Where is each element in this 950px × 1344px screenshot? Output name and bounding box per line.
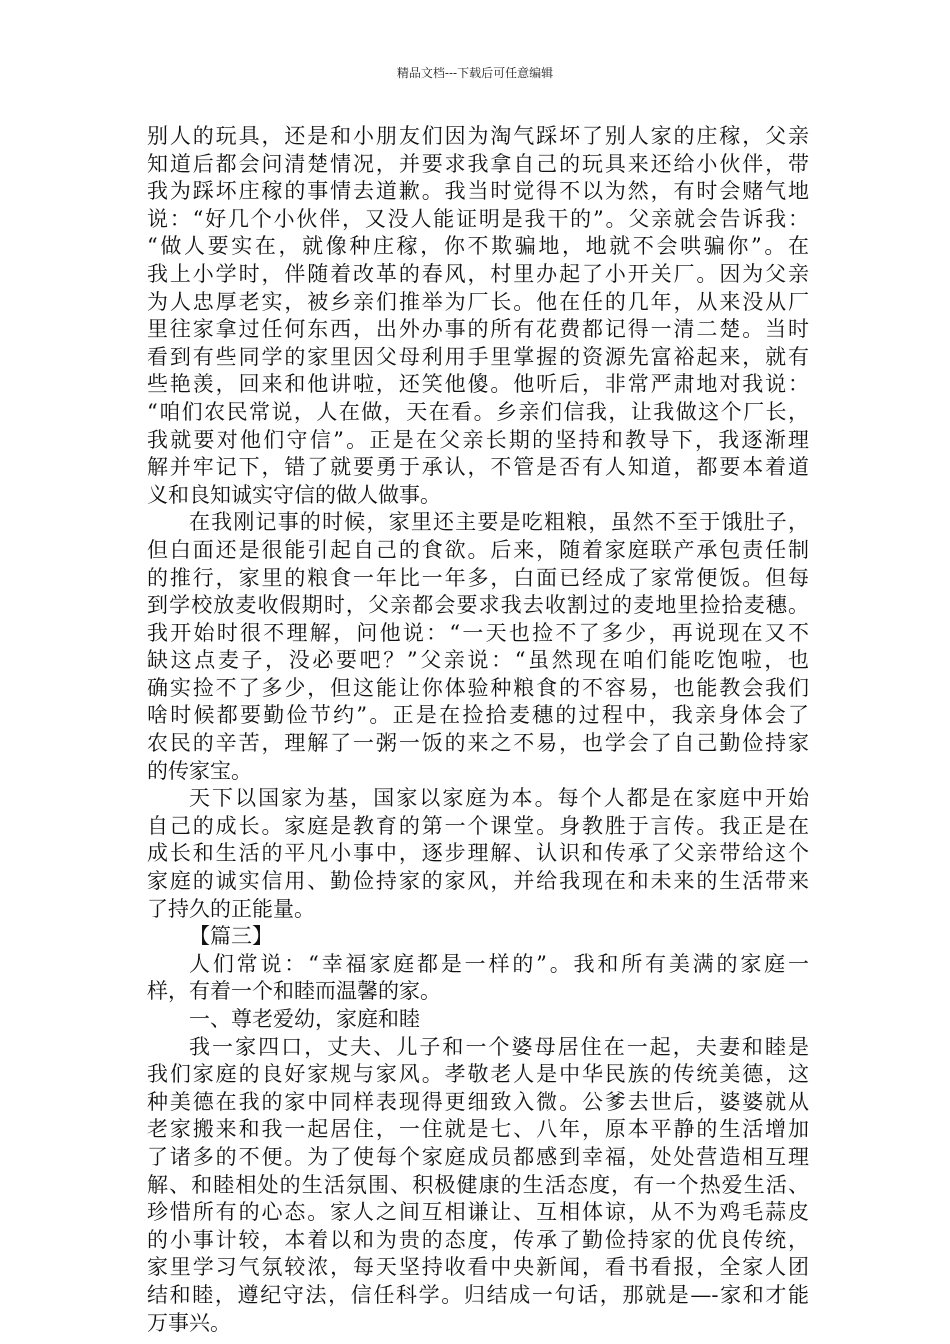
text-line: 我一家四口，丈夫、儿子和一个婆母居住在一起，夫妻和睦是: [189, 1034, 809, 1059]
text-line: 了持久的正能量。: [147, 896, 315, 921]
text-line: 别人的玩具，还是和小朋友们因为淘气踩坏了别人家的庄稼，父亲: [147, 124, 809, 148]
text-line: 但白面还是很能引起自己的食欲。后来，随着家庭联产承包责任制: [147, 537, 809, 562]
text-line: 义和良知诚实守信的做人做事。: [147, 482, 441, 507]
text-line: 些艳羡，回来和他讲啦，还笑他傻。他听后，非常严肃地对我说：: [147, 372, 809, 397]
text-line: 老家搬来和我一起居住，一住就是七、八年，原本平静的生活增加: [147, 1117, 809, 1142]
text-line: 自己的成长。家庭是教育的第一个课堂。身教胜于言传。我正是在: [147, 813, 809, 838]
text-line: 家庭的诚实信用、勤俭持家的家风，并给我现在和未来的生活带来: [147, 869, 809, 894]
text-line: 在我刚记事的时候，家里还主要是吃粗粮，虽然不至于饿肚子，: [189, 510, 809, 535]
text-line: 为人忠厚老实，被乡亲们推举为厂长。他在任的几年，从来没从厂: [147, 289, 809, 314]
text-line: 啥时候都要勤俭节约”。正是在捡拾麦穗的过程中，我亲身体会了: [147, 703, 809, 728]
text-line: 的推行，家里的粮食一年比一年多，白面已经成了家常便饭。但每: [147, 565, 809, 590]
text-line: 到学校放麦收假期时，父亲都会要求我去收割过的麦地里捡拾麦穗。: [147, 593, 809, 618]
text-line: 结和睦，遵纪守法，信任科学。归结成一句话，那就是—-家和才能: [147, 1282, 809, 1307]
text-line: 的小事计较，本着以和为贵的态度，传承了勤俭持家的优良传统，: [147, 1227, 809, 1252]
text-line: 我就要对他们守信”。正是在父亲长期的坚持和教导下，我逐渐理: [147, 427, 809, 452]
text-line: 缺这点麦子，没必要吧？”父亲说：“虽然现在咱们能吃饱啦，也: [147, 648, 809, 673]
text-line: 的传家宝。: [147, 758, 252, 783]
body-text: [147, 123, 809, 1337]
text-line: 确实捡不了多少，但这能让你体验种粮食的不容易，也能教会我们: [147, 675, 809, 700]
text-line: 说：“好几个小伙伴，又没人能证明是我干的”。父亲就会告诉我：: [147, 206, 809, 231]
text-line: 我们家庭的良好家规与家风。孝敬老人是中华民族的传统美德，这: [147, 1062, 809, 1087]
page-header: 精品文档---下载后可任意编辑: [396, 66, 554, 80]
text-line: 了诸多的不便。为了使每个家庭成员都感到幸福，处处营造相互理: [147, 1144, 809, 1169]
text-line: “咱们农民常说，人在做，天在看。乡亲们信我，让我做这个厂长，: [147, 399, 809, 424]
text-line: 【篇三】: [189, 924, 273, 949]
text-line: “做人要实在，就像种庄稼，你不欺骗地，地就不会哄骗你”。在: [147, 234, 809, 259]
text-line: 一、尊老爱幼，家庭和睦: [189, 1007, 420, 1031]
text-line: 家里学习气氛较浓，每天坚持收看中央新闻，看书看报，全家人团: [147, 1255, 809, 1280]
text-line: 解、和睦相处的生活氛围、积极健康的生活态度，有一个热爱生活、: [147, 1172, 809, 1197]
text-line: 解并牢记下，错了就要勇于承认，不管是否有人知道，都要本着道: [147, 455, 809, 480]
text-line: 我开始时很不理解，问他说：“一天也捡不了多少，再说现在又不: [147, 620, 809, 645]
text-line: 人们常说：“幸福家庭都是一样的”。我和所有美满的家庭一: [189, 951, 809, 976]
text-line: 成长和生活的平凡小事中，逐步理解、认识和传承了父亲带给这个: [147, 841, 809, 866]
text-line: 我上小学时，伴随着改革的春风，村里办起了小开关厂。因为父亲: [147, 261, 809, 286]
text-line: 万事兴。: [147, 1310, 231, 1335]
text-line: 知道后都会问清楚情况，并要求我拿自己的玩具来还给小伙伴，带: [147, 151, 809, 176]
text-line: 我为踩坏庄稼的事情去道歉。我当时觉得不以为然，有时会赌气地: [147, 179, 809, 204]
text-line: 珍惜所有的心态。家人之间互相谦让、互相体谅，从不为鸡毛蒜皮: [147, 1200, 809, 1225]
text-line: 看到有些同学的家里因父母利用手里掌握的资源先富裕起来，就有: [147, 344, 809, 369]
text-line: 种美德在我的家中同样表现得更细致入微。公爹去世后，婆婆就从: [147, 1089, 809, 1114]
text-line: 样，有着一个和睦而温馨的家。: [147, 979, 441, 1004]
text-line: 里往家拿过任何东西，出外办事的所有花费都记得一清二楚。当时: [147, 317, 809, 342]
text-line: 天下以国家为基，国家以家庭为本。每个人都是在家庭中开始: [189, 786, 809, 811]
text-line: 农民的辛苦，理解了一粥一饭的来之不易，也学会了自己勤俭持家: [147, 731, 809, 756]
